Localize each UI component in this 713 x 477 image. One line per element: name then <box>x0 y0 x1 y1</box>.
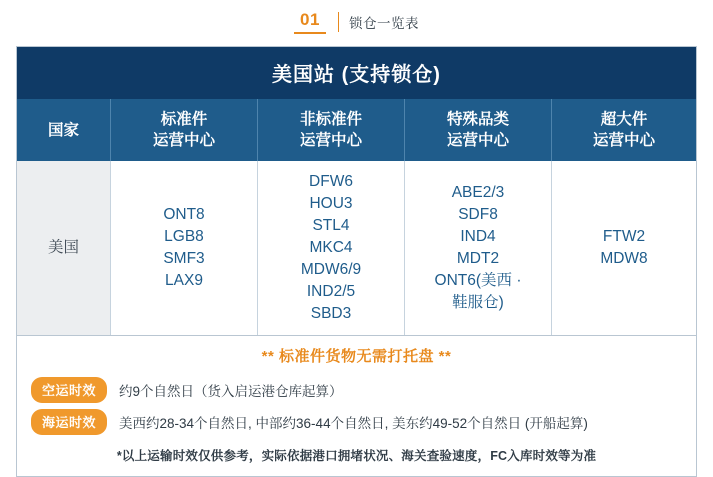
non-standard-center-6: IND2/5 <box>306 283 356 300</box>
table-title: 美国站 (支持锁仓) <box>17 47 696 99</box>
column-header-non-standard-line2: 运营中心 <box>299 132 362 149</box>
cell-oversize-centers <box>552 161 696 335</box>
header-divider <box>338 12 339 32</box>
cell-standard-centers <box>111 161 258 335</box>
table-column-header <box>17 99 696 161</box>
special-center-5: ONT6(美西 · <box>434 272 522 289</box>
standard-center-1: ONT8 <box>163 206 205 223</box>
note-highlight: ** 标准件货物无需打托盘 ** <box>261 348 452 365</box>
column-header-special-line1: 特殊品类 <box>446 111 509 128</box>
table-row <box>17 161 696 335</box>
non-standard-center-4: MKC4 <box>309 239 353 256</box>
oversize-center-1: FTW2 <box>602 228 646 245</box>
notes-section <box>17 336 696 476</box>
non-standard-center-3: STL4 <box>312 217 350 234</box>
special-center-2: SDF8 <box>458 206 498 223</box>
sea-text: 美西约28-34个自然日, 中部约36-44个自然日, 美东约49-52个自然日 (开船起算) <box>119 416 588 431</box>
special-center-3: IND4 <box>460 228 496 245</box>
non-standard-center-1: DFW6 <box>309 173 353 190</box>
doc-header <box>0 0 713 44</box>
column-header-standard <box>111 99 258 161</box>
special-center-4: MDT2 <box>456 250 500 267</box>
standard-center-3: SMF3 <box>163 250 205 267</box>
column-header-standard-line2: 运营中心 <box>152 132 215 149</box>
sea-tag: 海运时效 <box>31 409 107 435</box>
column-header-special-line2: 运营中心 <box>446 132 509 149</box>
column-header-country-line1: 国家 <box>47 121 79 139</box>
note-air <box>17 374 696 406</box>
header-number: 01 <box>294 10 326 34</box>
column-header-oversize-line1: 超大件 <box>600 111 648 128</box>
note-sea <box>17 406 696 438</box>
lockup-table <box>16 46 697 477</box>
non-standard-center-7: SBD3 <box>310 305 352 322</box>
column-header-non-standard <box>258 99 405 161</box>
cell-special-centers <box>405 161 552 335</box>
non-standard-center-5: MDW6/9 <box>300 261 362 278</box>
cell-country: 美国 <box>17 161 111 335</box>
special-center-6: 鞋服仓) <box>452 294 504 311</box>
column-header-special <box>405 99 552 161</box>
special-center-1: ABE2/3 <box>451 184 505 201</box>
header-title: 锁仓一览表 <box>348 16 419 31</box>
non-standard-center-2: HOU3 <box>309 195 353 212</box>
air-tag: 空运时效 <box>31 377 107 403</box>
note-footnote: *以上运输时效仅供参考，实际依据港口拥堵状况、海关查验速度，FC入库时效等为准 <box>116 449 597 463</box>
column-header-country <box>17 99 111 161</box>
standard-center-2: LGB8 <box>164 228 204 245</box>
column-header-standard-line1: 标准件 <box>160 111 208 128</box>
air-text: 约9个自然日（货入启运港仓库起算） <box>119 384 343 399</box>
column-header-oversize-line2: 运营中心 <box>592 132 655 149</box>
cell-non-standard-centers <box>258 161 405 335</box>
standard-center-4: LAX9 <box>165 272 203 289</box>
oversize-center-2: MDW8 <box>600 250 648 267</box>
column-header-oversize <box>552 99 696 161</box>
header-number-wrap <box>294 10 326 34</box>
column-header-non-standard-line1: 非标准件 <box>299 111 362 128</box>
